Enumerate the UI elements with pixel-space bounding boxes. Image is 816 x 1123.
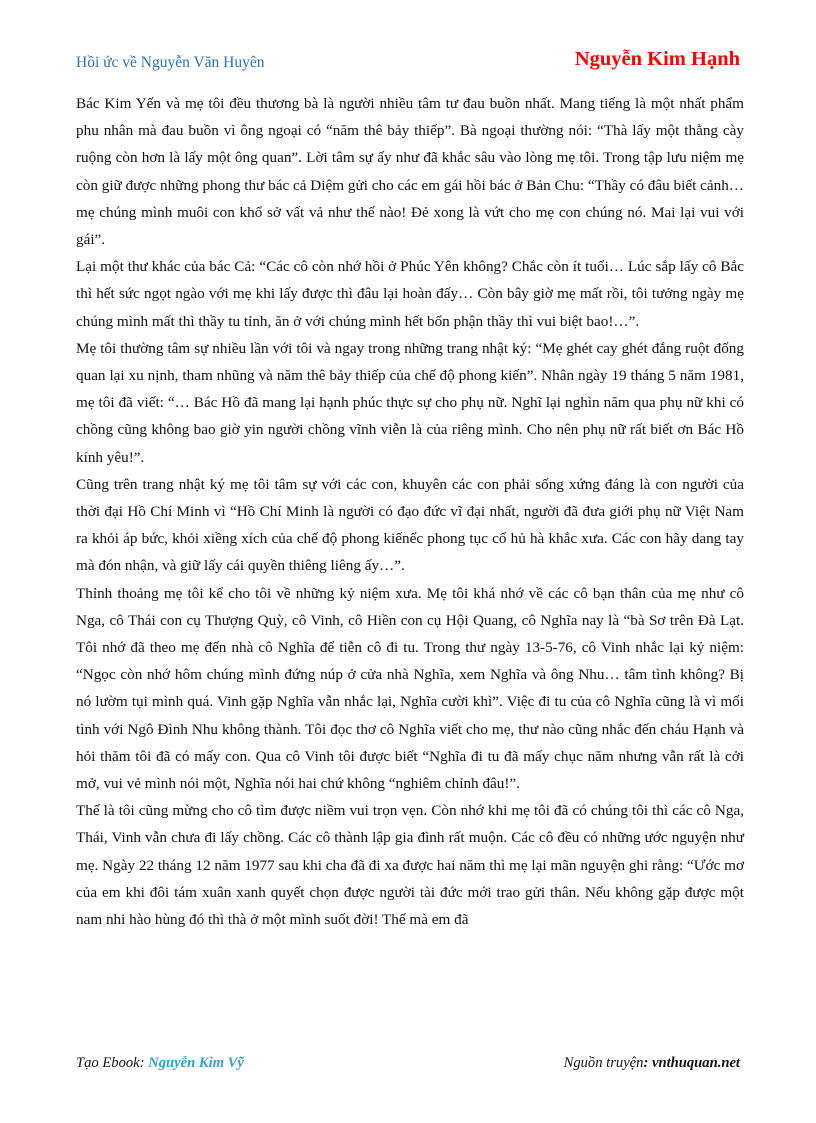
paragraph: Cũng trên trang nhật ký mẹ tôi tâm sự với các con, khuyên các con phải sống xứng đáng là con người của thời đại Hồ Chí Minh vì “Hồ Chí Minh là người có đạo đức vĩ đại nhất, người đã đưa giới phụ nữ Việt Nam ra khỏi áp bức, khỏi xiềng xích của chế độ phong kiếnếc phong tục cổ hủ hà khắc xưa. Các con hãy dang tay mà đón nhận, và giữ lấy cái quyền thiêng liêng ấy…”. bbox=[76, 475, 744, 575]
ebook-label: Tạo Ebook bbox=[76, 1055, 140, 1071]
book-title: Hồi ức về Nguyễn Văn Huyên bbox=[76, 54, 265, 71]
author-name: Nguyễn Kim Hạnh bbox=[574, 48, 740, 70]
source-label: Nguồn truyện bbox=[563, 1055, 644, 1071]
source-separator: : bbox=[643, 1055, 652, 1071]
paragraph: Mẹ tôi thường tâm sự nhiều lần với tôi và ngay trong những trang nhật ký: “Mẹ ghét cay ghét đắng ruột đống quan lại xu nịnh, tham nhũng và năm thê bảy thiếp của chế độ phong kiến”. Nhân ngày 19 tháng 5 năm 1981, mẹ tôi đã viết: “… Bác Hồ đã mang lại hạnh phúc thực sự cho phụ nữ. Nghĩ lại nghìn năm qua phụ nữ khi có chồng cũng không bao giờ yin người chồng vĩnh viễn là của riêng mình. Cho nên phụ nữ rất biết ơn Bác Hồ kính yêu!”. bbox=[76, 339, 744, 466]
ebook-credit bbox=[76, 1055, 244, 1072]
page-header bbox=[76, 48, 740, 78]
page-footer bbox=[76, 1055, 740, 1077]
ebook-creator-name: Nguyễn Kim Vỹ bbox=[148, 1055, 244, 1071]
ebook-separator: : bbox=[139, 1055, 149, 1071]
paragraph: Thỉnh thoảng mẹ tôi kể cho tôi về những kỷ niệm xưa. Mẹ tôi khá nhớ về các cô bạn thân của mẹ như cô Nga, cô Thái con cụ Thượng Quỳ, cô Vinh, cô Hiền con cụ Hội Quang, cô Nghĩa nay là “bà Sơ trên Đà Lạt. Tôi nhớ đã theo mẹ đến nhà cô Nghĩa để tiễn cô đi tu. Trong thư ngày 13-5-76, cô Vinh nhắc lại kỷ niệm: “Ngọc còn nhớ hôm chúng mình đứng núp ở cửa nhà Nghĩa, xem Nghĩa và ông Nhu… tâm tình không? Bị nó lườm tụi mình quá. Vinh gặp Nghĩa vẫn nhắc lại, Nghĩa cười khì”. Việc đi tu của cô Nghĩa cũng là vì mối tình với Ngô Đình Nhu không thành. Tôi đọc thơ cô Nghĩa viết cho mẹ, thư nào cũng nhắc đến cháu Hạnh và hỏi thăm tôi đã có mấy con. Qua cô Vinh tôi được biết “Nghĩa đi tu đã mấy chục năm nhưng vẫn rất là cởi mở, vui vẻ mình nói một, Nghĩa nói hai chứ không “nghiêm chỉnh đâu!”. bbox=[76, 584, 744, 793]
source-credit bbox=[564, 1055, 740, 1072]
paragraph: Bác Kim Yến và mẹ tôi đều thương bà là người nhiều tâm tư đau buồn nhất. Mang tiếng là một nhất phẩm phu nhân mà đau buồn vì ông ngoại có “năm thê bảy thiếp”. Bà ngoại thường nói: “Thà lấy một thằng cày ruộng còn hơn là lấy một ông quan”. Lời tâm sự ấy như đã khắc sâu vào lòng mẹ tôi. Trong tập lưu niệm mẹ còn giữ được những phong thư bác cả Diệm gửi cho các em gái hồi bác ở Bản Chu: “Thầy có đâu biết cảnh… mẹ chúng mình muôi con khổ sở vất vả như thế nào! Đẻ xong là vứt cho mẹ con chúng nó. Mai lại vui với gái”. bbox=[76, 95, 744, 249]
source-site-name: vnthuquan.net bbox=[651, 1055, 740, 1071]
paragraph: Lại một thư khác của bác Cả: “Các cô còn nhớ hồi ở Phúc Yên không? Chắc còn ít tuổi… Lúc sắp lấy cô Bắc thì hết sức ngọt ngào với mẹ khi lấy được thì đâu lại hoàn đấy… Còn bây giờ mẹ mất rồi, tôi tưởng ngày mẹ chúng mình mất thì thầy tu tỉnh, ăn ở với chúng mình hết bổn phận thầy thì vui biệt bao!…”. bbox=[76, 258, 744, 330]
paragraph: Thế là tôi cũng mừng cho cô tìm được niềm vui trọn vẹn. Còn nhớ khi mẹ tôi đã có chúng tôi thì các cô Nga, Thái, Vinh vẫn chưa đi lấy chồng. Các cô thành lập gia đình rất muộn. Các cô đều có những ước nguyện như mẹ. Ngày 22 tháng 12 năm 1977 sau khi cha đã đi xa được hai năm thì mẹ lại mãn nguyện ghi rằng: “Ước mơ của em khi đôi tám xuân xanh quyết chọn được người tài đức mới trao gửi thân. Nếu không gặp được một nam nhi hào hùng đó thì thà ở một mình suốt đời! Thế mà em đã bbox=[76, 802, 744, 929]
document-body bbox=[76, 90, 744, 933]
